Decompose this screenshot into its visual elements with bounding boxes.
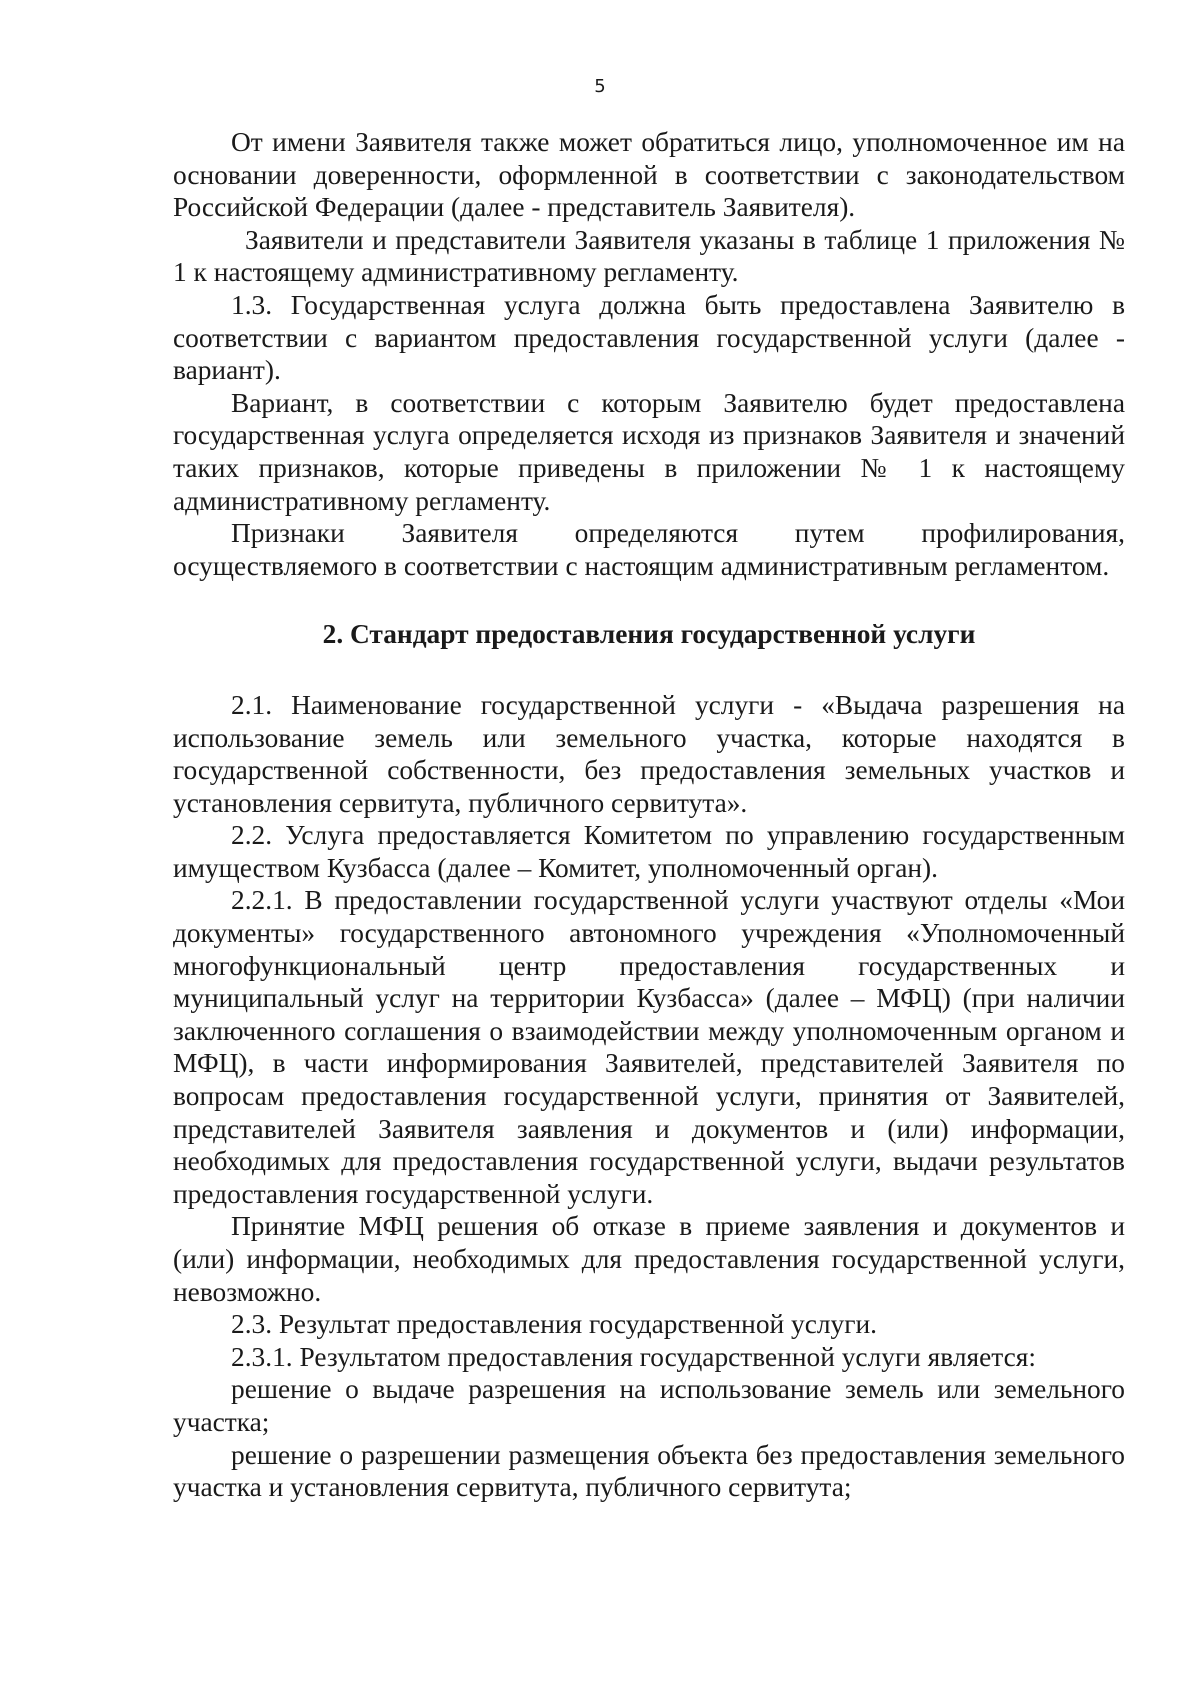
paragraph-2-1: 2.1. Наименование государственной услуги - «Выдача разрешения на использование земель или земельного участка, которые находятся в государственной собственности, без предоставления земельных участков и установления сервитута, публичного сервитута». [173, 689, 1125, 818]
paragraph-applicants-table: Заявители и представители Заявителя указаны в таблице 1 приложения № 1 к настоящему административному регламенту. [173, 224, 1125, 288]
paragraph-variant: Вариант, в соответствии с которым Заявителю будет предоставлена государственная услуга определяется исходя из признаков Заявителя и значений таких признаков, которые приведены в приложении № 1 к настоящему административному регламенту. [173, 387, 1125, 516]
paragraph-result-placement: решение о разрешении размещения объекта без предоставления земельного участка и установления сервитута, публичного сервитута; [173, 1439, 1125, 1503]
paragraph-result-permit: решение о выдаче разрешения на использование земель или земельного участка; [173, 1374, 1125, 1437]
paragraph-2-3-1: 2.3.1. Результатом предоставления государственной услуги является: [231, 1341, 1036, 1372]
paragraph-mfc-refusal: Принятие МФЦ решения об отказе в приеме заявления и документов и (или) информации, необходимых для предоставления государственной услуги, невозможно. [173, 1211, 1125, 1307]
page-number: 5 [594, 76, 606, 97]
paragraph-2-3: 2.3. Результат предоставления государственной услуги. [231, 1309, 877, 1340]
paragraph-2-2-1: 2.2.1. В предоставлении государственной услуги участвуют отделы «Мои документы» государственного автономного учреждения «Уполномоченный многофункциональный центр предоставления государственных и муниципальный услуг на территории Кузбасса» (далее – МФЦ) (при наличии заключенного соглашения о взаимодействии между уполномоченным органом и МФЦ), в части информирования Заявителей, представителей Заявителя по вопросам предоставления государственной услуги, принятия от Заявителей, представителей Заявителя заявления и документов и (или) информации, необходимых для предоставления государственной услуги, выдачи результатов предоставления государственной услуги. [173, 885, 1125, 1209]
paragraph-representative: От имени Заявителя также может обратиться лицо, уполномоченное им на основании доверенности, оформленной в соответствии с законодательством Российской Федерации (далее - представитель Заявителя). [173, 127, 1125, 223]
paragraph-profiling: Признаки Заявителя определяются путем профилирования, осуществляемого в соответствии с настоящим административным регламентом. [173, 518, 1125, 581]
paragraph-2-2: 2.2. Услуга предоставляется Комитетом по управлению государственным имуществом Кузбасса (далее – Комитет, уполномоченный орган). [173, 820, 1125, 883]
document-body [173, 126, 1125, 1504]
section-heading: 2. Стандарт предоставления государственной услуги [322, 619, 976, 650]
paragraph-1-3: 1.3. Государственная услуга должна быть предоставлена Заявителю в соответствии с вариантом предоставления государственной услуги (далее - вариант). [173, 289, 1125, 386]
